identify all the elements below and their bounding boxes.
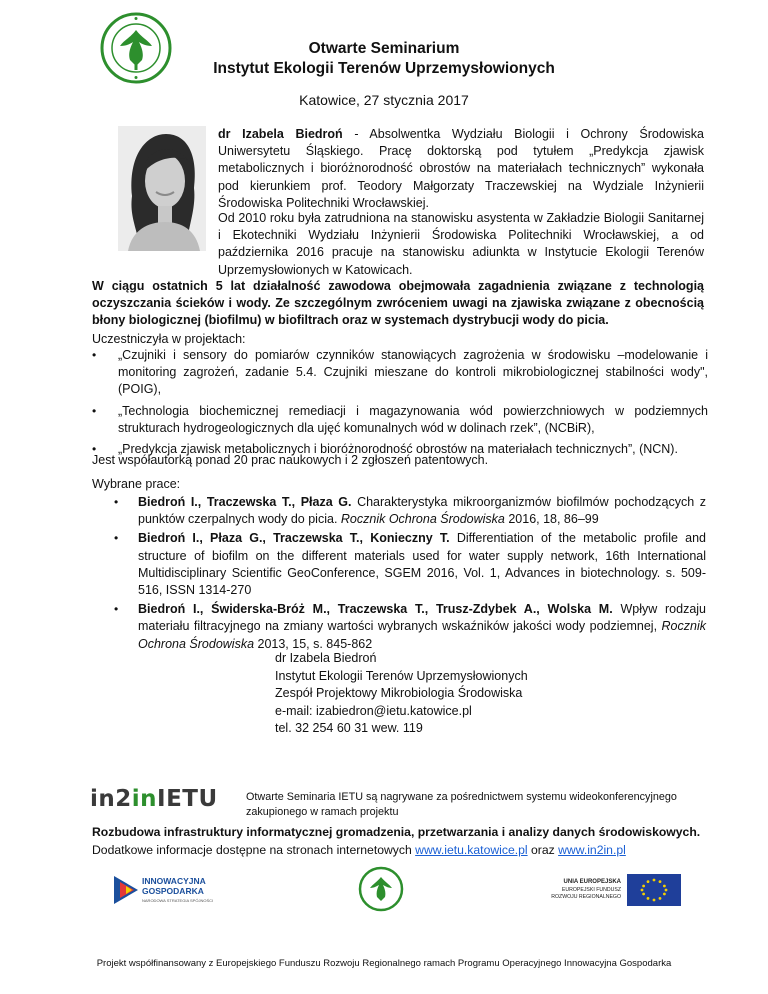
dateline: Katowice, 27 stycznia 2017 (299, 92, 469, 108)
more-info-prefix: Dodatkowe informacje dostępne na stronach internetowych (92, 843, 416, 857)
list-item: • „Czujniki i sensory do pomiarów czynników stanowiących zagrożenia w środowisku –modelowanie i monitoring zagrożeń, zadanie 5.4. Czujniki mieszane do kontroli mikrobiologicznej stabilności wody", (POIG), (118, 347, 708, 399)
speaker-name: dr Izabela Biedroń (218, 127, 343, 141)
list-item (138, 601, 706, 653)
contact-block (275, 650, 675, 738)
coauthor-note: Jest współautorką ponad 20 prac naukowych i 2 zgłoszeń patentowych. (92, 453, 489, 467)
ig-line-3: NARODOWA STRATEGIA SPÓJNOŚCI (142, 898, 214, 903)
works-list (138, 494, 706, 655)
contact-phone: tel. 32 254 60 31 wew. 119 (275, 721, 423, 735)
seminar-title (0, 39, 768, 79)
ig-line-2: GOSPODARKA (142, 886, 204, 896)
ue-line-2: EUROPEJSKI FUNDUSZ (561, 887, 621, 893)
work-authors: Biedroń I., Świderska-Bróż M., Traczewska T., Trusz-Zdybek A., Wolska M. (138, 602, 613, 617)
work-tail: 2013, 15, s. 845-862 (254, 636, 373, 651)
bio-paragraph-1 (218, 126, 704, 212)
title-line-1: Otwarte Seminarium (308, 40, 460, 57)
brand-part-c: IETU (157, 786, 218, 812)
recording-note: Otwarte Seminaria IETU są nagrywane za pośrednictwem systemu wideokonferencyjnego zakupionego w ramach projektu (246, 791, 677, 818)
brand-part-a: in2 (90, 786, 132, 812)
projects-list (118, 347, 708, 462)
ue-line-1: UNIA EUROPEJSKA (563, 879, 621, 885)
ue-line-3: ROZWOJU REGIONALNEGO (551, 894, 621, 900)
list-item: • „Predykcja zjawisk metabolicznych i bioróżnorodność obrostów na materiałach technicznych”, (NCN). (118, 441, 708, 458)
cofinancing-note: Projekt współfinansowany z Europejskiego Funduszu Rozwoju Regionalnego ramach Programu Operacyjnego Innowacyjna Gospodarka (96, 958, 672, 969)
list-item (138, 494, 706, 528)
speaker-portrait (118, 126, 206, 251)
projects-intro: Uczestniczyła w projektach: (92, 332, 246, 346)
contact-email: e-mail: izabiedron@ietu.katowice.pl (275, 703, 472, 718)
ietu-website-link[interactable]: www.ietu.katowice.pl (415, 843, 528, 857)
ig-line-1: INNOWACYJNA (142, 876, 206, 886)
contact-institute: Instytut Ekologii Terenów Uprzemysłowionych (275, 668, 528, 683)
portrait-image (118, 126, 206, 251)
work-journal: Rocznik Ochrona Środowiska (340, 512, 505, 527)
more-info (92, 843, 712, 857)
brand-part-b: in (131, 786, 158, 812)
list-item (138, 530, 706, 599)
more-info-mid: oraz (527, 843, 559, 857)
in2in-ietu-logo (90, 786, 218, 812)
bio-paragraph-2: Od 2010 roku była zatrudniona na stanowisku asystenta w Zakładzie Biologii Sanitarnej i Ekotechniki Wydziału Inżynierii Środowiska Politechniki Wrocławskiej, a od października 2016 pracuje na stanowisku adiunkta w Instytucie Ekologii Terenów Uprzemysłowionych w Katowicach. (218, 211, 704, 277)
work-authors: Biedroń I., Traczewska T., Płaza G. (138, 495, 352, 509)
eu-erdf-logo-icon (543, 872, 683, 908)
work-journal: Rocznik Ochrona Środowiska (138, 619, 706, 651)
selected-works-intro: Wybrane prace: (92, 477, 181, 491)
ietu-small-logo-icon (358, 866, 404, 912)
work-title: Wpływ rodzaju materiału filtracyjnego na zmiany wartości wybranych wskaźników jakości wody podziemnej, (138, 602, 706, 634)
project-name: Rozbudowa infrastruktury informatycznej gromadzenia, przetwarzania i analizy danych środowiskowych. (92, 825, 701, 839)
title-line-2: Instytut Ekologii Terenów Uprzemysłowionych (213, 60, 555, 77)
work-title: Differentiation of the metabolic profile and structure of biofilm on the different materials used for water supply network, 16th International Multidisciplinary Scientific GeoConference, SGEM 2016, Vol. 1, Advances in biotechnology. s. 509-516, ISSN 1314-270 (138, 531, 706, 598)
innowacyjna-gospodarka-logo-icon (112, 872, 272, 908)
bio-text-1: - Absolwentka Wydziału Biologii i Ochrony Środowiska Uniwersytetu Śląskiego. Pracę doktorską pod tytułem „Predykcja zjawisk metabolicznych i bioróżnorodność obrostów na materiałach technicznych” wykonała pod kierunkiem prof. Teodory Małgorzaty Traczewskiej na Wydziale Inżynierii Środowiska Politechniki Wrocławskiej. (218, 127, 705, 210)
contact-name: dr Izabela Biedroń (275, 651, 377, 665)
in2in-website-link[interactable]: www.in2in.pl (558, 843, 626, 857)
work-tail: 2016, 18, 86–99 (504, 512, 599, 527)
contact-team: Zespół Projektowy Mikrobiologia Środowiska (275, 686, 523, 700)
work-authors: Biedroń I., Płaza G., Traczewska T., Konieczny T. (138, 531, 450, 546)
work-title: Charakterystyka mikroorganizmów biofilmów pochodzących z punktów czerpalnych wody do picia. (138, 495, 706, 527)
list-item: • „Technologia biochemicznej remediacji i magazynowania wód powierzchniowych w podziemnych strukturach hydrogeologicznych dla ujęć komunalnych wód w dolinach rzek”, (NCBiR), (118, 403, 708, 437)
bio-paragraph-3: W ciągu ostatnich 5 lat działalność zawodowa obejmowała zagadnienia związane z technologią oczyszczania ścieków i wody. Ze szczególnym zwróceniem uwagi na zjawiska związane z obecnością błony biologicznej (biofilmu) w biofiltrach oraz w systemach dystrybucji wody do picia. (92, 279, 704, 328)
